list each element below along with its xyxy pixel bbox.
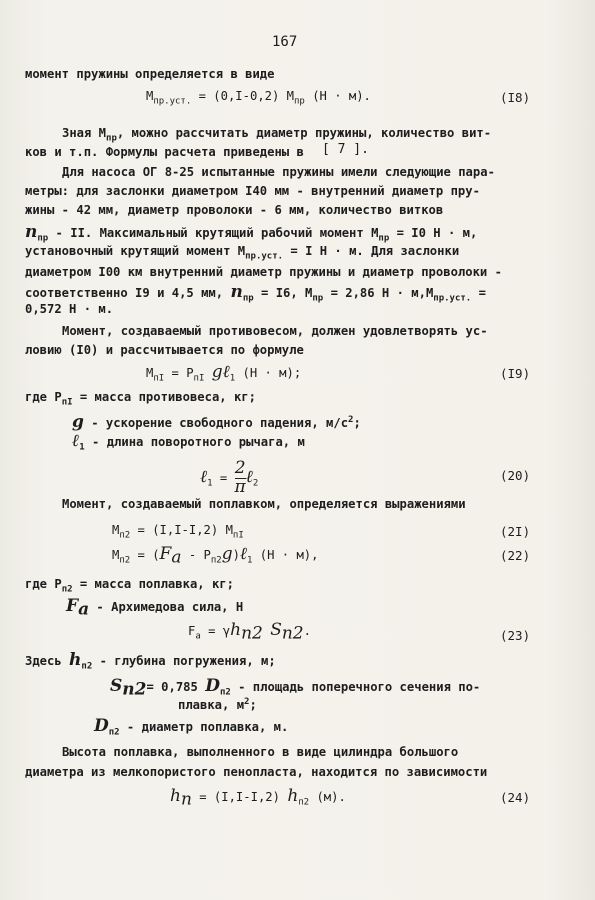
text-line: диаметра из мелкопористого пенопласта, находится по зависимости: [25, 765, 488, 779]
equation-number: (22): [500, 548, 531, 563]
equation-number: (I8): [500, 90, 531, 105]
text-line: ловию (I0) и рассчитывается по формуле: [25, 343, 304, 357]
text-line: $F_а$ - Архимедова сила, Н: [66, 596, 244, 620]
text-line: жины - 42 мм, диаметр проволоки - 6 мм, количество витков: [25, 203, 444, 217]
text-line: Здесь $h_{п2}$ - глубина погружения, м;: [25, 650, 276, 672]
reference-citation: [ 7 ].: [322, 142, 369, 157]
text-line: Зная $М_{пр}$, можно рассчитать диаметр пружины, количество вит-: [62, 126, 492, 144]
text-line: ков и т.п. Формулы расчета приведены в: [25, 145, 304, 159]
formula-22: $М_{п2} = (F_а$ - $Р_{п2}g)\ell_1$ (Н · м),: [112, 544, 319, 568]
text-line: Для насоса ОГ 8-25 испытанные пружины имели следующие пара-: [62, 165, 495, 179]
text-line: установочный крутящий момент $М_{пр.уст.} = I$ Н · м. Для заслонки: [25, 244, 460, 262]
text-line: где $Р_{п2}$ = масса поплавка, кг;: [25, 577, 234, 595]
text-line: Момент, создаваемый поплавком, определяется выражениями: [62, 497, 466, 511]
text-line: Высота поплавка, выполненного в виде цилиндра большого: [62, 745, 459, 759]
equation-number: (2I): [500, 524, 531, 539]
text-line: где $Р_{пI}$ = масса противовеса, кг;: [25, 390, 256, 408]
formula-19: $М_{пI} = Р_{пI}$ gℓ$_1$ (Н · м);: [146, 362, 302, 384]
text-line: метры: для заслонки диаметром I40 мм - внутренний диаметр пру-: [25, 184, 480, 198]
text-line: g - ускорение свободного падения, $м/с^2$;: [72, 412, 361, 432]
text-line: момент пружины определяется в виде: [25, 67, 275, 81]
text-line: $D_{п2}$ - диаметр поплавка, м.: [94, 716, 289, 738]
text-line: 0,572 Н · м.: [25, 302, 114, 316]
equation-number: (20): [500, 468, 531, 483]
equation-number: (I9): [500, 366, 531, 381]
formula-21: $М_{п2} = (I,I-I,2)$ $М_{пI}$: [112, 523, 244, 541]
formula-20: ℓ$_1$ = $\frac{2}{\pi}$ ℓ$_2$: [200, 458, 259, 497]
formula-24: $h_п = (I,I-I,2)$ $h_{п2}$ (м).: [170, 786, 346, 810]
equation-number: (24): [500, 790, 531, 805]
formula-18: $М_{пр.уст.} = (0,I-0,2)$ $М_{пр}$ (Н · м).: [146, 89, 371, 107]
text-line: диаметром I00 км внутренний диаметр пружины и диаметр проволоки -: [25, 265, 502, 279]
equation-number: (23): [500, 628, 531, 643]
text-line: плавка, $м^2$;: [178, 697, 257, 713]
page-number: 167: [272, 34, 298, 50]
text-line: ℓ$_1$ - длина поворотного рычага, м: [72, 431, 305, 453]
text-line: $S_{п2}= 0,785$ $D_{п2}$ - площадь поперечного сечения по-: [110, 676, 481, 700]
text-line: $n_{пр}$ - II. Максимальный крутящий рабочий момент $М_{пр} = I0$ Н · м,: [25, 222, 478, 244]
formula-23: $F_а = \gamma h_{п2}$ $S_{п2}$.: [188, 620, 311, 644]
text-line: Момент, создаваемый противовесом, должен удовлетворять ус-: [62, 324, 488, 338]
text-line: соответственно I9 и 4,5 мм, $n_{пр} = I6$, $М_{пр} = 2,86$ $Н \cdot м,М_{пр.уст.}$ =: [25, 282, 486, 304]
